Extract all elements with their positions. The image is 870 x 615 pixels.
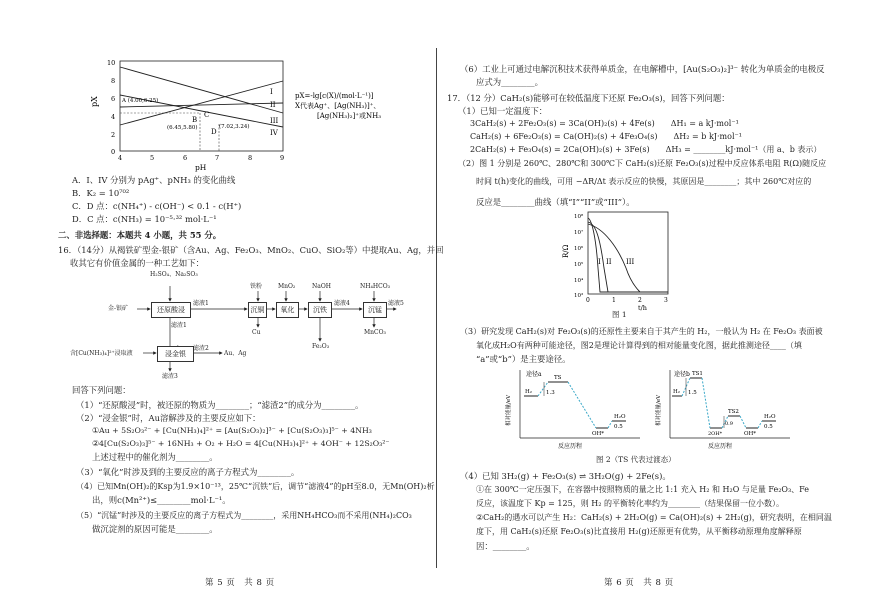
q16-part-5b: 做沉淀剂的原因可能是________。 [92, 524, 218, 534]
x-tick: 5 [150, 154, 155, 162]
q17-part-2: （2）图 1 分别是 260℃、280℃和 300℃下 CaH₂(s)还原 Fe₂O₃(s)过程中反应体系电阻 R(Ω)随反应 [458, 159, 827, 168]
box-iron: 沉铁 [308, 302, 332, 318]
q16-part-6: （6）工业上可通过电解沉积技术获得单质金，在电解槽中，[Au(S₂O₃)₂]³⁻ 转化为单质金的电极反 [460, 64, 825, 74]
energy-diagram-b [650, 366, 795, 450]
y-tick: 10⁴ [574, 278, 584, 284]
box-copper: 沉铜 [248, 302, 267, 318]
level-label: H₂ [673, 389, 681, 395]
q15-option-b: B．K₂ = 10⁷⁰² [72, 188, 130, 198]
y-tick: 10⁷ [574, 230, 584, 236]
y-tick: 0 [111, 148, 116, 156]
x-tick: 3 [664, 297, 668, 304]
x-axis-label: 反应历程 [558, 443, 583, 450]
y-tick: 10⁸ [574, 214, 584, 220]
curve-label: III [626, 258, 635, 266]
q16-part-4: （4）已知Mn(OH)₂的Ksp为1.9×10⁻¹³，25℃“沉铁”后，调节“滤液4”的pH至8.0，无Mn(OH)₂析 [76, 482, 435, 491]
x-tick: 0 [586, 297, 590, 304]
level-label: 1.5 [688, 390, 697, 396]
q16-part-4b: 出，则c(Mn²⁺)≤________mol·L⁻¹。 [92, 495, 231, 505]
product-label: Au、Ag [224, 350, 247, 357]
y-axis-label: R/Ω [562, 244, 570, 258]
reagent-label: H₂SO₄、Na₂SO₃ [150, 271, 198, 278]
point-c-label: C [204, 111, 210, 119]
y-axis-label: 相对能量/eV [656, 394, 662, 426]
x-tick: 8 [248, 154, 253, 162]
level-label: H₂ [525, 389, 533, 395]
q17-eq-2: CaH₂(s) + 6Fe₂O₃(s) = Ca(OH)₂(s) + 4Fe₃O₄(s) ΔH₂ = b kJ·mol⁻¹ [470, 132, 742, 141]
box-reduce-leach: 还原酸浸 [151, 302, 191, 318]
product-label: MnCO₃ [364, 329, 386, 336]
level-label: 2OH* [708, 431, 723, 437]
level-label: OH* [592, 431, 605, 437]
q16-part-2-tail: 上述过程中的催化剂为________。 [92, 452, 218, 462]
point-d-label: D [211, 128, 217, 136]
q17-intro: 17．（12 分）CaH₂(s)能够可在较低温度下还原 Fe₂O₃(s)，回答下列问题： [447, 93, 730, 103]
level-label: OH* [744, 431, 757, 437]
x-tick: 9 [280, 154, 285, 162]
section2-title: 二、非选择题：本题共 4 小题，共 55 分。 [58, 230, 222, 240]
q17-part-2b: 时间 t(h)变化的曲线，可用 −ΔR/Δt 表示反应的快慢，其原因是________；其中 260℃对应的 [476, 177, 812, 186]
q15-option-c: C．D 点：c(NH₄⁺) - c(OH⁻) < 0.1 - c(H⁺) [72, 201, 242, 211]
q16-reaction-2: ②4[Cu(S₂O₃)₃]⁵⁻ + 16NH₃ + O₂ + H₂O = 4[Cu(NH₃)₄]²⁺ + 4OH⁻ + 12S₂O₃²⁻ [92, 439, 390, 448]
q17-part-3b: 氧化成H₂O有两种可能途径，图2是理论计算得到的相对能量变化图，据此推测途径____（填 [476, 341, 802, 350]
filtrate-label: 滤液5 [388, 300, 404, 307]
reagent-label: 铁粉 [250, 283, 263, 290]
x-axis-label: pH [195, 163, 207, 172]
q16-part-6b: 应式为________。 [476, 77, 543, 87]
q16-part-2: （2）“浸金银”时，Au溶解涉及的主要反应如下： [76, 413, 261, 423]
level-label: TS2 [728, 409, 739, 415]
level-label: 1.3 [546, 390, 555, 396]
residue-label: 滤渣1 [171, 322, 187, 329]
x-tick: 6 [183, 154, 188, 162]
x-tick: 2 [638, 297, 642, 304]
curve-label: IV [270, 129, 278, 137]
curve-label: I [598, 258, 601, 266]
x-tick: 4 [118, 154, 123, 162]
curve-label: III [270, 117, 279, 125]
reagent-label: NH₄HCO₃ [360, 283, 391, 290]
y-tick: 10⁵ [574, 262, 584, 268]
x-tick: 7 [215, 154, 220, 162]
level-label: 0.9 [725, 421, 733, 427]
q17-part-1: （1）已知一定温度下： [458, 106, 548, 116]
y-tick: 10 [107, 59, 116, 67]
level-label: H₂O [614, 414, 626, 420]
q15-option-d: D．C 点：c(NH₃) = 10⁻⁵·³² mol·L⁻¹ [72, 214, 217, 224]
legend-line: X代表Ag⁺、[Ag(NH₃)]⁺、 [295, 102, 381, 110]
residue-label: 滤渣3 [162, 373, 178, 380]
y-tick: 2 [111, 131, 116, 139]
point-b-label: B [192, 116, 198, 124]
x-axis-label: 反应历程 [708, 443, 733, 450]
point-a-label: A (4.00,6.25) [122, 98, 159, 104]
point-b-coord: (6.45,5.80) [167, 125, 198, 131]
y-tick: 10³ [574, 293, 584, 299]
residue-label: 滤渣2 [193, 345, 209, 352]
box-manganese: 沉锰 [363, 302, 387, 318]
q17-eq-1: 3CaH₂(s) + 2Fe₂O₃(s) = 3Ca(OH)₂(s) + 4Fe(s) ΔH₁ = a kJ·mol⁻¹ [470, 119, 739, 128]
point-d-coord: (7.02,3.24) [219, 124, 250, 130]
q17-part-4-1: ①在 300℃一定压强下，在容器中按照物质的量之比 1:1 充入 H₂ 和 H₂O 与足量 Fe₂O₃、Fe [476, 485, 810, 494]
q17-part-4-2: ②CaH₂的遇水可以产生 H₂：CaH₂(s) + 2H₂O(g) = Ca(OH)₂(s) + 2H₂(g)，研究表明，在相同温 [476, 513, 832, 522]
y-tick: 4 [111, 113, 116, 121]
y-tick: 6 [111, 95, 116, 103]
y-axis-label: 相对能量/eV [506, 394, 512, 426]
q17-eq-3: 2CaH₂(s) + Fe₃O₄(s) = 2Ca(OH)₂(s) + 3Fe(s) ΔH₃ = ________kJ·mol⁻¹（用 a、b 表示） [470, 145, 822, 154]
energy-diagram-a [500, 366, 645, 450]
box-au-ag-leach: 浸金银 [157, 346, 194, 362]
curve-i [588, 218, 668, 292]
path-label: 途径a [526, 371, 542, 378]
x-axis-label: t/h [638, 304, 647, 312]
legend-line: pX=-lg[c(X)/(mol·L⁻¹)] [295, 92, 374, 100]
product-label: Cu [252, 329, 261, 336]
level-label: TS1 [692, 371, 703, 377]
filtrate-label: 滤液1 [193, 300, 209, 307]
q16-intro: 16．（14分）从褐铁矿型金-银矿（含Au、Ag、Fe₂O₃、MnO₂、CuO、SiO₂等）中提取Au、Ag，并回 [58, 245, 444, 255]
curve-label: I [270, 88, 273, 96]
leach-reagent: 含[Cu(NH₃)₄]²⁺浸取液 [70, 350, 133, 357]
legend-line: [Ag(NH₃)₂]⁺或NH₃ [317, 112, 382, 120]
q17-part-3: （3）研究发现 CaH₂(s)对 Fe₂O₃(s)的还原性主要来自于其产生的 H₂，一般认为 H₂ 在 Fe₂O₃ 表面被 [460, 327, 823, 336]
q17-part-4: （4）已知 3H₂(g) + Fe₂O₃(s) ⇌ 3H₂O(g) + 2Fe(s)。 [460, 471, 671, 481]
level-label: H₂O [764, 414, 776, 420]
q16-reaction-1: ①Au + 5S₂O₃²⁻ + [Cu(NH₃)₄]²⁺ = [Au(S₂O₃)₂]³⁻ + [Cu(S₂O₃)₃]⁵⁻ + 4NH₃ [92, 426, 372, 435]
q17-part-3c: “a”或“b”）是主要途径。 [476, 354, 571, 364]
q16-intro-2: 收其它有价值金属的一种工艺如下： [70, 258, 204, 268]
x-tick: 1 [612, 297, 616, 304]
q16-answer-intro: 回答下列问题： [72, 385, 131, 395]
product-label: Fe₂O₃ [312, 343, 330, 350]
level-label: 0.5 [764, 424, 773, 430]
y-tick: 8 [111, 77, 116, 85]
curve-ii [588, 222, 608, 292]
q16-part-3: （3）“氧化”时涉及到的主要反应的离子方程式为________。 [76, 467, 300, 477]
page-number-left: 第 5 页 共 8 页 [205, 578, 275, 588]
q16-part-5: （5）“沉锰”时涉及的主要反应的离子方程式为________，采用NH₄HCO₃而不采用(NH₄)₂CO₃ [76, 511, 412, 520]
q17-part-4-1b: 反应，该温度下 Kp = 125，则 H₂ 的平衡转化率约为________（结果保留一位小数）。 [476, 499, 784, 508]
reagent-label: MnO₂ [278, 283, 296, 290]
y-axis-label: pX [90, 96, 99, 107]
q15-option-a: A．I、IV 分别为 pAg⁺、pNH₃ 的变化曲线 [72, 175, 236, 185]
fig1-caption: 图 1 [612, 310, 627, 319]
filtrate-label: 滤液4 [334, 300, 350, 307]
q17-part-4-2b: 度下，用 CaH₂(s)还原 Fe₂O₃(s)比直接用 H₂(g)还原更有优势，从平衡移动原理角度解释原 [476, 527, 802, 536]
curve-label: II [606, 258, 612, 266]
q16-part-1: （1）“还原酸浸”时，被还原的物质为________；“滤渣2”的成分为________。 [76, 400, 364, 410]
level-label: 0.5 [614, 424, 623, 430]
page-number-right: 第 6 页 共 8 页 [604, 578, 674, 588]
q17-part-4-2c: 因：________。 [476, 541, 535, 551]
y-tick: 10⁶ [574, 246, 584, 252]
reagent-label: NaOH [312, 283, 331, 290]
ore-label: 金-银矿 [108, 305, 129, 312]
q17-part-2c: 反应是________曲线（填“I”“II”或“III”）。 [476, 197, 635, 207]
resistance-graph [560, 208, 690, 318]
path-label: 途径b [674, 371, 690, 378]
curve-label: II [270, 101, 276, 109]
box-oxidize: 氧化 [276, 302, 299, 318]
fig2-caption: 图 2（TS 代表过渡态） [596, 455, 676, 464]
level-label: TS [554, 375, 562, 381]
